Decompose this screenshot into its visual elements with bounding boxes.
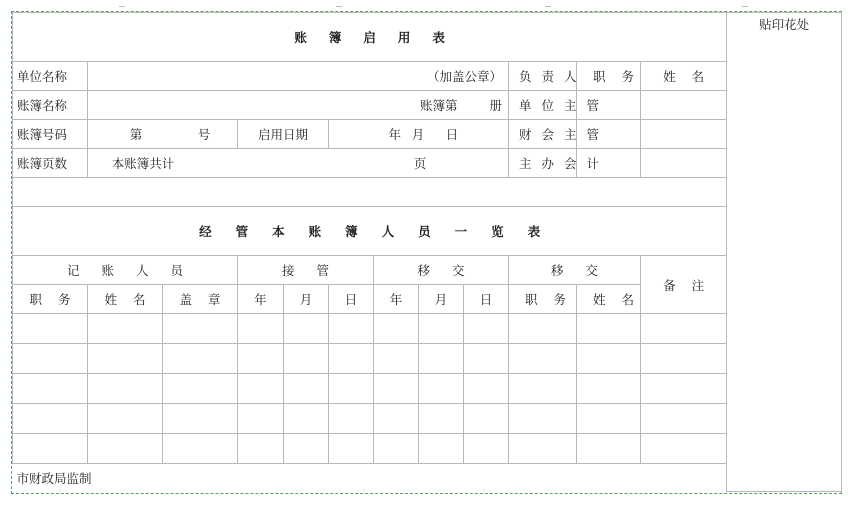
page-unit: 页 — [413, 156, 427, 171]
accountant-label: 主办会计 — [509, 149, 577, 178]
data-cell[interactable] — [13, 344, 88, 374]
data-cell[interactable] — [374, 374, 419, 404]
data-cell[interactable] — [284, 344, 329, 374]
data-cell[interactable] — [88, 434, 163, 464]
data-cell[interactable] — [329, 344, 374, 374]
title-row — [13, 13, 842, 62]
book-pages-label: 账簿页数 — [13, 149, 88, 178]
book-code-di: 第 — [129, 127, 143, 142]
spacer-row — [13, 178, 842, 207]
data-cell[interactable] — [509, 434, 577, 464]
data-cell[interactable] — [419, 434, 464, 464]
total-pages-label: 本账簿共计 — [111, 156, 175, 171]
book-pages-value[interactable] — [88, 149, 509, 178]
table-row — [13, 344, 842, 374]
data-cell[interactable] — [284, 374, 329, 404]
col-handover-year: 年 — [374, 285, 419, 314]
data-cell[interactable] — [13, 314, 88, 344]
table-row — [13, 314, 842, 344]
blank-cell — [13, 178, 727, 207]
table-row — [13, 434, 842, 464]
data-cell[interactable] — [641, 434, 727, 464]
start-date-year: 年 — [388, 127, 401, 142]
responsible-header: 负责人 — [509, 62, 577, 91]
book-name-label: 账簿名称 — [13, 91, 88, 120]
col-name: 姓名 — [88, 285, 163, 314]
name-header: 姓名 — [641, 62, 727, 91]
ruler-tick — [742, 6, 748, 7]
data-cell[interactable] — [88, 344, 163, 374]
data-cell[interactable] — [163, 374, 238, 404]
data-cell[interactable] — [464, 314, 509, 344]
finance-head-name-cell[interactable] — [641, 120, 727, 149]
revenue-stamp-area: 贴印花处 — [727, 13, 842, 492]
col-seal: 盖章 — [163, 285, 238, 314]
unit-head-name-cell[interactable] — [641, 91, 727, 120]
data-cell[interactable] — [13, 434, 88, 464]
data-cell[interactable] — [509, 314, 577, 344]
start-date-value[interactable] — [329, 120, 509, 149]
data-cell[interactable] — [374, 314, 419, 344]
data-cell[interactable] — [577, 434, 641, 464]
takeover-header: 接管 — [238, 256, 374, 285]
unit-name-label: 单位名称 — [13, 62, 88, 91]
col-handover-month: 月 — [419, 285, 464, 314]
data-cell[interactable] — [464, 404, 509, 434]
table-row — [13, 149, 842, 178]
data-cell[interactable] — [238, 374, 284, 404]
data-cell[interactable] — [419, 404, 464, 434]
data-cell[interactable] — [641, 404, 727, 434]
position-header: 职务 — [577, 62, 641, 91]
ruler-tick — [336, 6, 342, 7]
finance-head-label: 财会主管 — [509, 120, 577, 149]
data-cell[interactable] — [13, 404, 88, 434]
accountant-name-cell[interactable] — [641, 149, 727, 178]
bookkeeper-header: 记账人员 — [13, 256, 238, 285]
book-code-label: 账簿号码 — [13, 120, 88, 149]
data-cell[interactable] — [419, 314, 464, 344]
data-cell[interactable] — [88, 374, 163, 404]
book-code-value[interactable] — [88, 120, 238, 149]
list-header-row — [13, 256, 842, 285]
data-cell[interactable] — [641, 374, 727, 404]
sheet-title: 账簿启用表 — [13, 13, 727, 62]
footer-note: 市财政局监制 — [13, 464, 727, 492]
data-cell[interactable] — [238, 434, 284, 464]
data-cell[interactable] — [419, 344, 464, 374]
data-cell[interactable] — [13, 374, 88, 404]
col-takeover-day: 日 — [329, 285, 374, 314]
col-takeover-month: 月 — [284, 285, 329, 314]
data-cell[interactable] — [284, 404, 329, 434]
start-date-month: 月 — [411, 127, 425, 142]
data-cell[interactable] — [577, 404, 641, 434]
data-cell[interactable] — [329, 404, 374, 434]
ruler-tick — [545, 6, 551, 7]
list-title-row — [13, 207, 842, 256]
data-cell[interactable] — [641, 344, 727, 374]
data-cell[interactable] — [641, 314, 727, 344]
data-cell[interactable] — [374, 404, 419, 434]
data-cell[interactable] — [163, 344, 238, 374]
remark-header: 备注 — [641, 256, 727, 314]
table-row — [13, 120, 842, 149]
book-number-prefix: 账簿第 — [88, 91, 464, 120]
data-cell[interactable] — [509, 344, 577, 374]
data-cell[interactable] — [163, 314, 238, 344]
col-transfer-position: 职务 — [509, 285, 577, 314]
handover-header: 移交 — [374, 256, 509, 285]
data-cell[interactable] — [509, 404, 577, 434]
data-cell[interactable] — [509, 374, 577, 404]
start-date-day: 日 — [445, 127, 459, 142]
data-cell[interactable] — [88, 404, 163, 434]
staff-list-title: 经管本账簿人员一览表 — [13, 207, 727, 256]
data-cell[interactable] — [374, 344, 419, 374]
book-number-suffix: 册 — [464, 91, 509, 120]
data-cell[interactable] — [329, 314, 374, 344]
data-cell[interactable] — [284, 434, 329, 464]
ruler-tick — [119, 6, 125, 7]
data-cell[interactable] — [464, 374, 509, 404]
footer-row — [13, 464, 842, 492]
table-row — [13, 62, 842, 91]
unit-head-label: 单位主管 — [509, 91, 577, 120]
data-cell[interactable] — [464, 434, 509, 464]
data-cell[interactable] — [577, 314, 641, 344]
data-cell[interactable] — [464, 344, 509, 374]
data-cell[interactable] — [577, 374, 641, 404]
official-seal-note: （加盖公章） — [88, 62, 509, 91]
data-cell[interactable] — [374, 434, 419, 464]
transfer-header: 移交 — [509, 256, 641, 285]
data-cell[interactable] — [284, 314, 329, 344]
data-cell[interactable] — [419, 374, 464, 404]
table-row — [13, 91, 842, 120]
data-cell[interactable] — [163, 434, 238, 464]
table-row — [13, 374, 842, 404]
data-cell[interactable] — [238, 314, 284, 344]
col-takeover-year: 年 — [238, 285, 284, 314]
col-transfer-name: 姓名 — [577, 285, 641, 314]
data-cell[interactable] — [163, 404, 238, 434]
data-cell[interactable] — [88, 314, 163, 344]
start-date-label: 启用日期 — [238, 120, 329, 149]
book-code-hao: 号 — [197, 127, 211, 142]
data-cell[interactable] — [329, 434, 374, 464]
data-cell[interactable] — [577, 344, 641, 374]
col-handover-day: 日 — [464, 285, 509, 314]
data-cell[interactable] — [238, 404, 284, 434]
data-cell[interactable] — [238, 344, 284, 374]
data-cell[interactable] — [329, 374, 374, 404]
col-position: 职务 — [13, 285, 88, 314]
table-row — [13, 404, 842, 434]
ledger-activation-sheet — [12, 12, 842, 492]
